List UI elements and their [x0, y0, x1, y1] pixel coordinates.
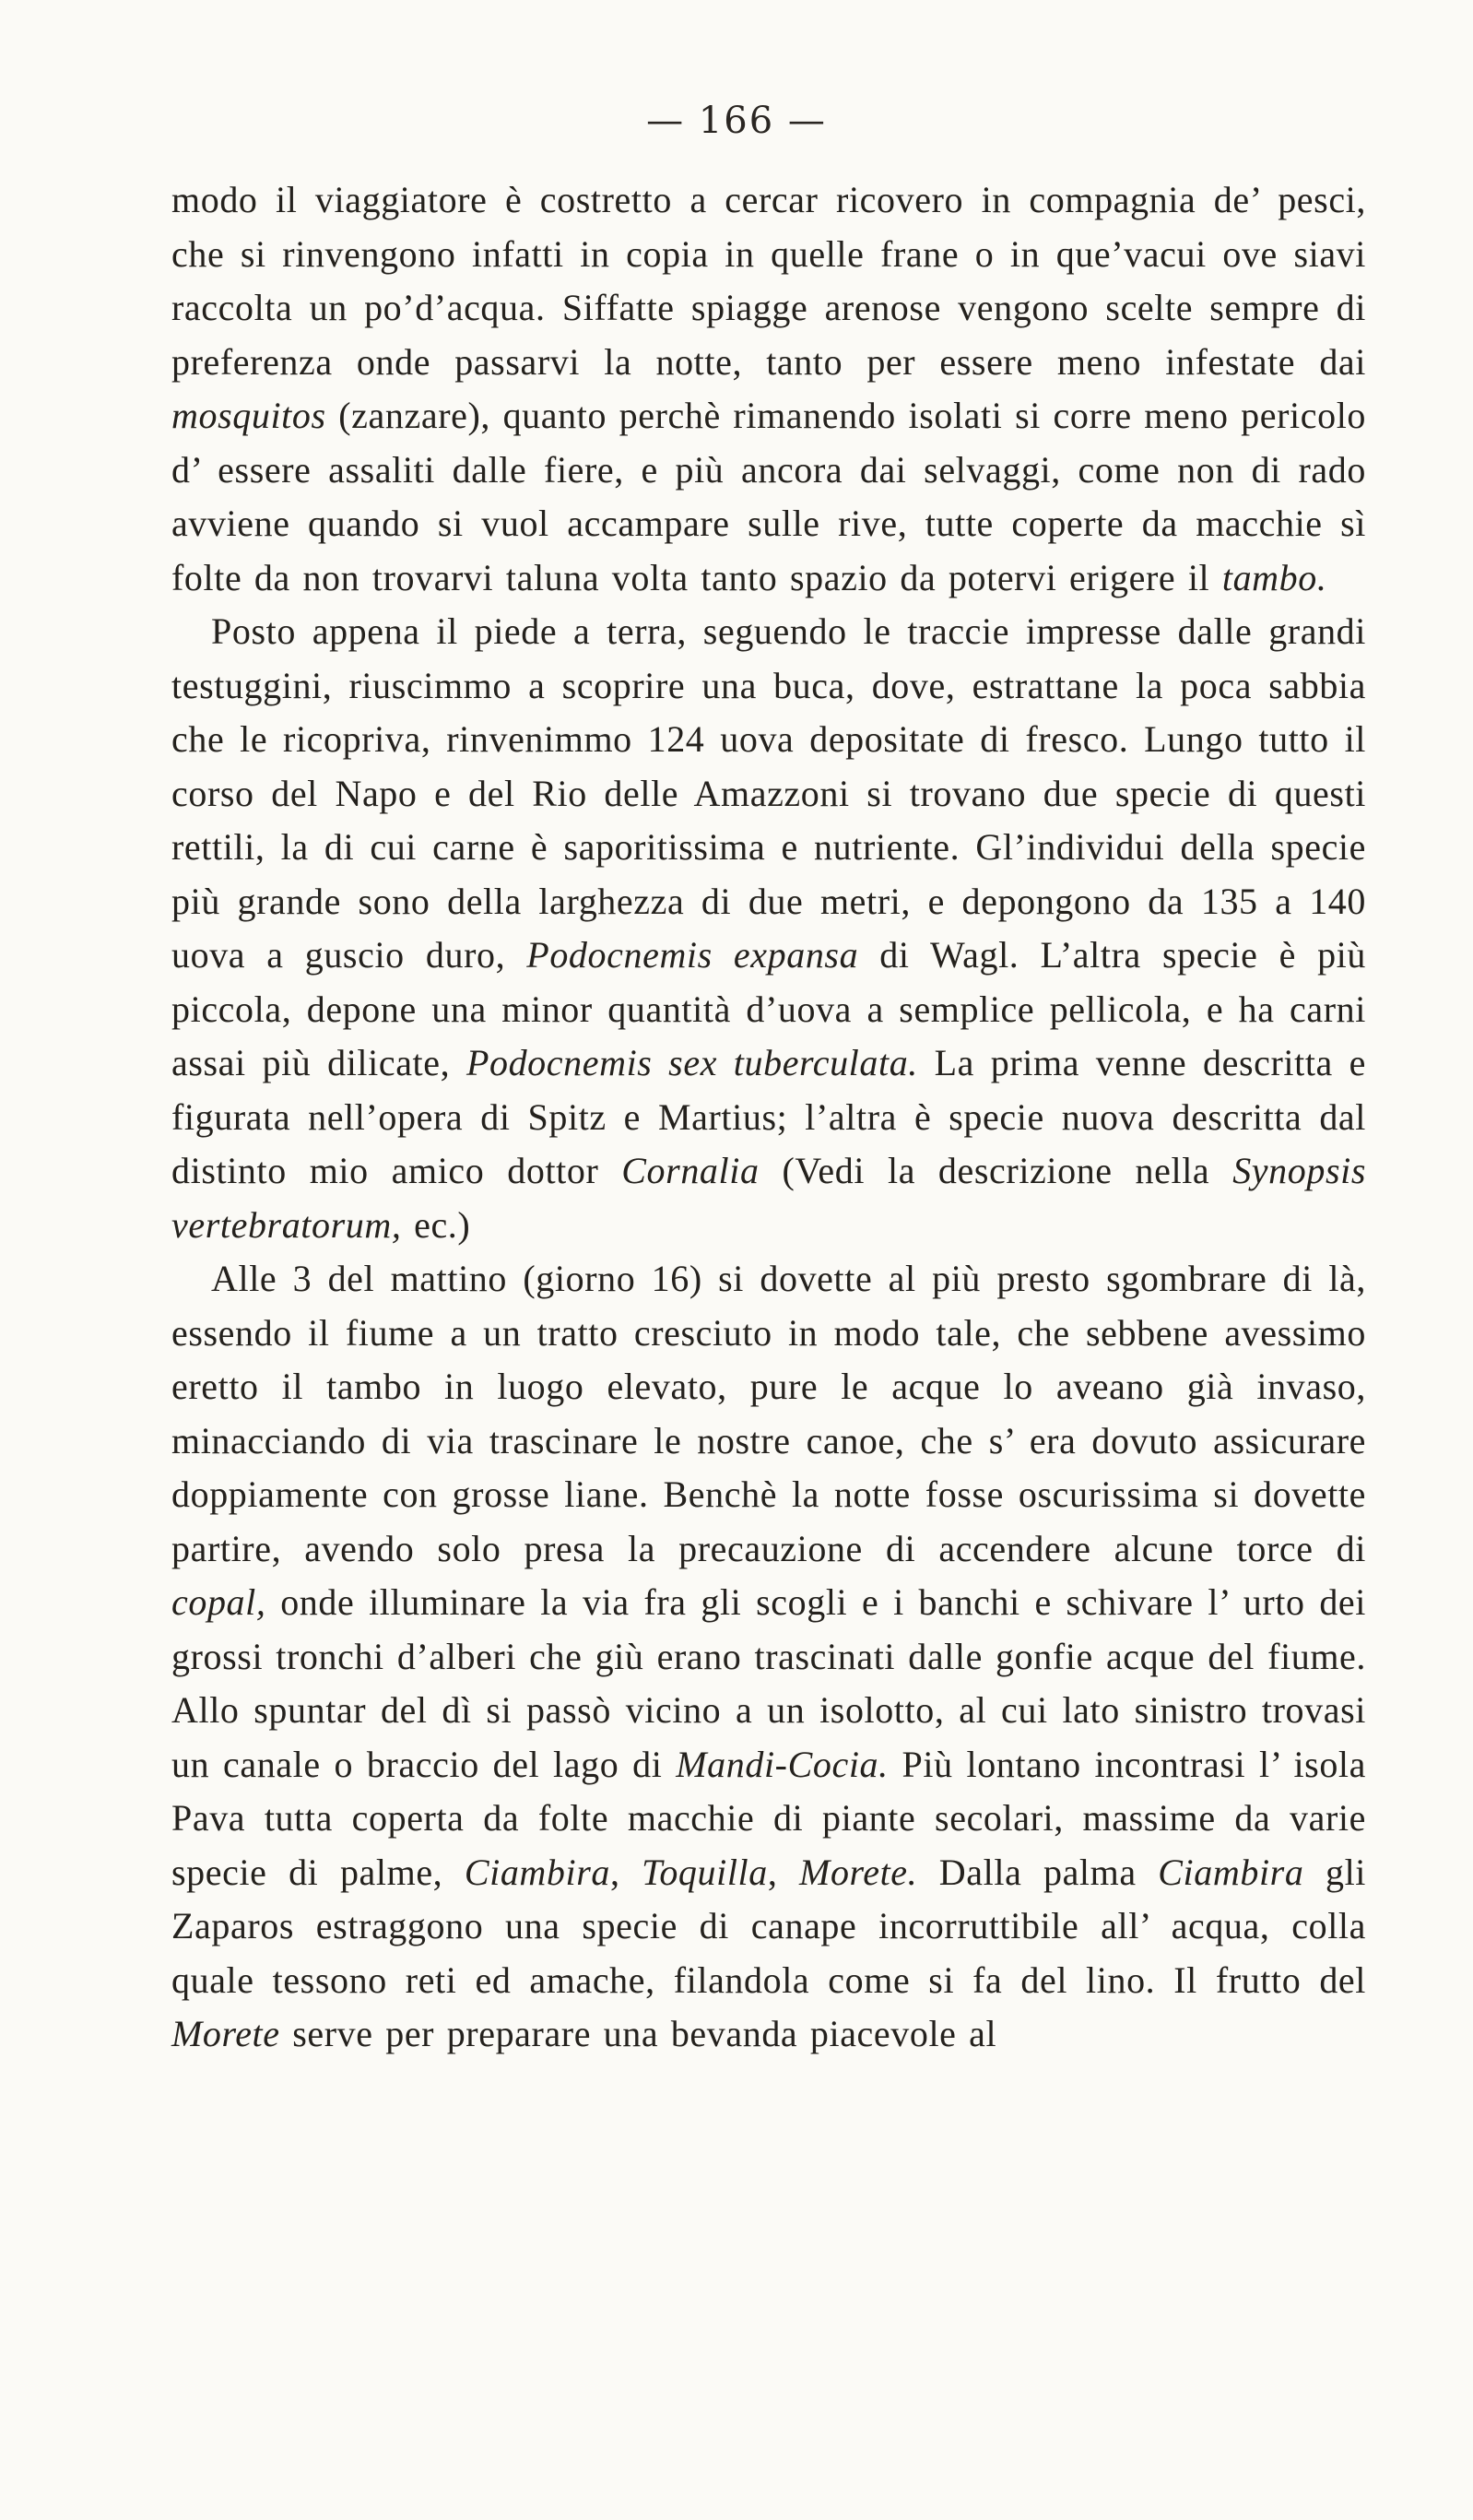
text-run: Più lontano incontrasi l’ isola Pava tutta coperta da folte macchie di piante secolari, massime da varie specie di palme, — [171, 1743, 1366, 1893]
text-run: gli Zaparos estraggono una specie di canape incorruttibile all’ acqua, colla quale tessono reti ed amache, filandola come si fa del lino. Il frutto del — [171, 1851, 1367, 2001]
paragraph — [171, 1252, 1366, 2062]
paragraph — [171, 173, 1366, 605]
italic-term: Ciambira — [464, 1851, 610, 1893]
italic-term: Cornalia — [621, 1150, 760, 1191]
text-run: (Vedi la descrizione nella — [759, 1150, 1233, 1191]
text-run: (zanzare), quanto perchè rimanendo isolati si corre meno pericolo d’ essere assaliti dalle fiere, e più ancora dai selvaggi, come non di rado avviene quando si vuol accampare sulle rive, tutte coperte da macchie sì folte da non trovarvi taluna volta tanto spazio da potervi erigere il — [171, 395, 1367, 598]
text-run: di Wagl. L’altra specie è più piccola, depone una minor quantità d’uova a semplice pellicola, e ha carni assai più dilicate, — [171, 934, 1366, 1083]
italic-term: Morete — [171, 2013, 280, 2054]
italic-term: Mandi-Cocia. — [676, 1743, 889, 1785]
text-run: Dalla palma — [917, 1851, 1159, 1893]
body-text — [171, 173, 1366, 2062]
italic-term: Ciambira — [1158, 1851, 1304, 1893]
text-run: Posto appena il piede a terra, seguendo le traccie impresse dalle grandi testuggini, riuscimmo a scoprire una buca, dove, estrattane la poca sabbia che le ricopriva, rinvenimmo 124 uova depositate di fresco. Lungo tutto il corso del Napo e del Rio delle Amazzoni si trovano due specie di questi rettili, la di cui carne è saporitissima e nutriente. Gl’individui della specie più grande sono della larghezza di due metri, e depongono da 135 a 140 uova a guscio duro, — [171, 610, 1366, 976]
paragraph — [171, 605, 1366, 1252]
text-run: , — [767, 1851, 800, 1893]
text-run: ec.) — [401, 1203, 471, 1246]
text-run: modo il viaggiatore è costretto a cercar ricovero in compagnia de’ pesci, che si rinvengono infatti in copia in quelle frane o in que’vacui ove siavi raccolta un po’d’acqua. Siffatte spiagge arenose vengono scelte sempre di preferenza onde passarvi la notte, tanto per essere meno infestate dai — [171, 179, 1366, 383]
text-run: onde illuminare la via fra gli scogli e i banchi e schivare l’ urto dei grossi tronchi d’alberi che giù erano trascinati dalle gonfie acque del fiume. Allo spuntar del dì si passò vicino a un isolotto, al cui lato sinistro trovasi un canale o braccio del lago di — [171, 1581, 1366, 1785]
text-run: serve per preparare una bevanda piacevole al — [279, 2013, 997, 2054]
text-run: , — [610, 1851, 642, 1893]
text-run: Alle 3 del mattino (giorno 16) si dovette al più presto sgombrare di là, essendo il fiume a un tratto cresciuto in modo tale, che sebbene avessimo eretto il tambo in luogo elevato, pure le acque lo aveano già invaso, minacciando di via trascinare le nostre canoe, che s’ era dovuto assicurare doppiamente con grosse liane. Benchè la notte fosse oscurissima si dovette partire, avendo solo presa la precauzione di accendere alcune torce di — [171, 1258, 1366, 1569]
italic-term: Toquilla — [642, 1851, 768, 1893]
italic-term: Morete. — [799, 1851, 918, 1893]
italic-term: Podocnemis sex tuberculata. — [465, 1042, 918, 1083]
italic-term: Synopsis vertebratorum, — [171, 1150, 1366, 1246]
italic-term: Podocnemis expansa — [526, 934, 859, 976]
italic-term: tambo. — [1221, 556, 1327, 598]
text-run: La prima venne descritta e figurata nell’opera di Spitz e Martius; l’altra è specie nuova descritta dal distinto mio amico dottor — [171, 1042, 1366, 1191]
page-number: — 166 — — [646, 100, 827, 142]
italic-term: mosquitos — [171, 395, 326, 436]
italic-term: copal, — [171, 1581, 266, 1623]
